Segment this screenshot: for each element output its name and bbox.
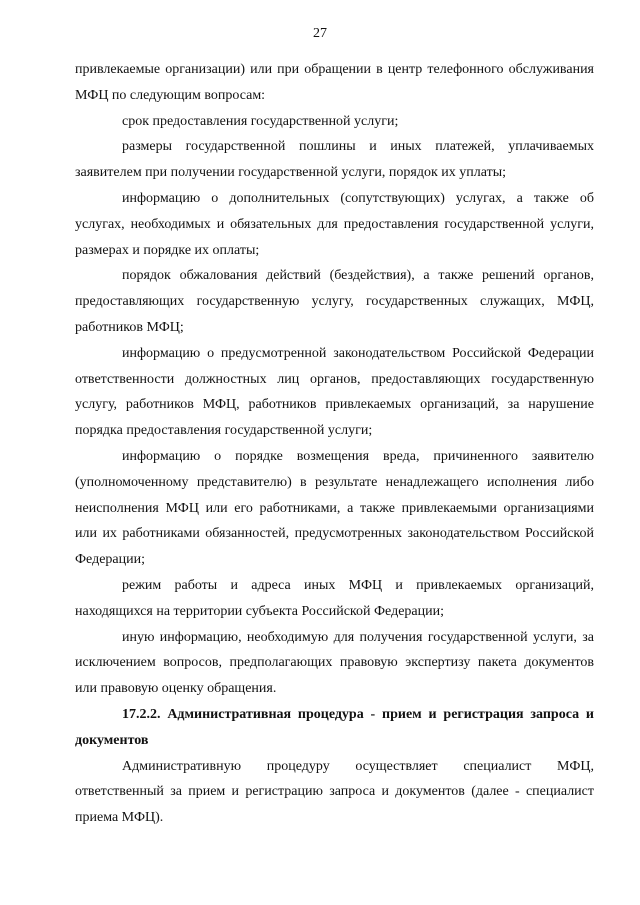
paragraph: Административную процедуру осуществляет специалист МФЦ, ответственный за прием и регистрацию запроса и документов (далее - специалист приема МФЦ). bbox=[75, 758, 594, 826]
paragraph: иную информацию, необходимую для получения государственной услуги, за исключением вопросов, предполагающих правовую экспертизу пакета документов или правовую оценку обращения. bbox=[75, 629, 594, 697]
paragraph: режим работы и адреса иных МФЦ и привлекаемых организаций, находящихся на территории субъекта Российской Федерации; bbox=[75, 577, 594, 619]
paragraph: информацию о порядке возмещения вреда, причиненного заявителю (уполномоченному представителю) в результате ненадлежащего исполнения либо неисполнения МФЦ или его работниками, а также привлекаемыми организациями или их работниками обязанностей, предусмотренных законодательством Российской Федерации; bbox=[75, 448, 594, 568]
section-heading: 17.2.2. Административная процедура - прием и регистрация запроса и документов bbox=[75, 706, 594, 748]
paragraph: информацию о дополнительных (сопутствующих) услугах, а также об услугах, необходимых и обязательных для предоставления государственной услуги, размерах и порядке их оплаты; bbox=[75, 190, 594, 258]
paragraph: информацию о предусмотренной законодательством Российской Федерации ответственности должностных лиц органов, предоставляющих государственную услугу, работников МФЦ, работников привлекаемых организаций, за нарушение порядка предоставления государственной услуги; bbox=[75, 345, 594, 439]
paragraph: размеры государственной пошлины и иных платежей, уплачиваемых заявителем при получении государственной услуги, порядок их уплаты; bbox=[75, 139, 594, 181]
paragraph: порядок обжалования действий (бездействия), а также решений органов, предоставляющих государственную услугу, государственных служащих, МФЦ, работников МФЦ; bbox=[75, 268, 594, 335]
page-number: 27 bbox=[313, 26, 327, 41]
paragraph: привлекаемые организации) или при обращении в центр телефонного обслуживания МФЦ по следующим вопросам: bbox=[75, 62, 594, 103]
document-body bbox=[75, 57, 594, 831]
paragraph: срок предоставления государственной услуги; bbox=[122, 113, 399, 129]
